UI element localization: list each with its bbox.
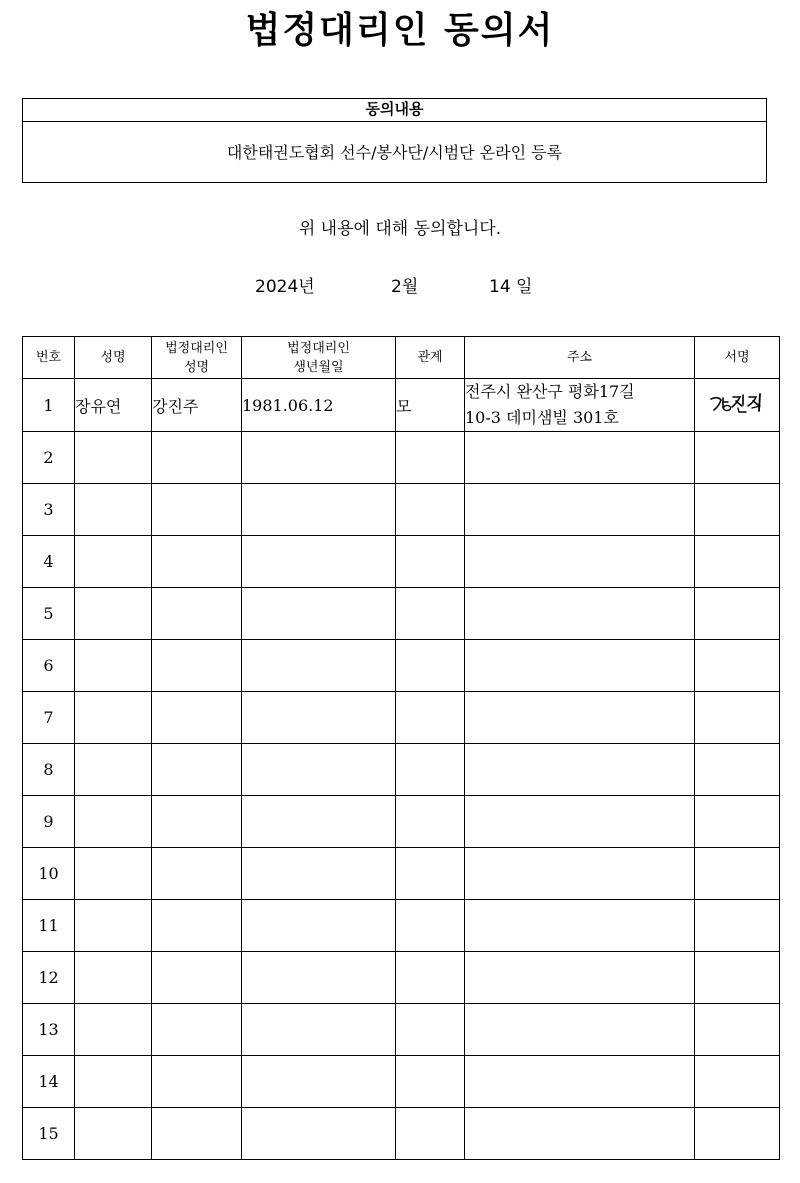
row-name: 장유연 bbox=[75, 379, 152, 432]
table-row bbox=[23, 379, 780, 432]
row-number: 4 bbox=[23, 536, 75, 588]
document-title: 법정대리인 동의서 bbox=[245, 10, 555, 51]
row-number: 14 bbox=[23, 1056, 75, 1108]
table-row bbox=[23, 952, 780, 1004]
header-guardian-birth: 법정대리인 생년월일 bbox=[242, 337, 396, 379]
header-relation: 관계 bbox=[396, 337, 465, 379]
header-signature: 서명 bbox=[695, 337, 780, 379]
row-number: 1 bbox=[23, 379, 75, 432]
date-month: 2월 bbox=[391, 277, 419, 297]
row-address bbox=[465, 379, 695, 432]
table-row bbox=[23, 640, 780, 692]
table-header-row bbox=[23, 337, 780, 379]
table-row bbox=[23, 796, 780, 848]
table-row bbox=[23, 692, 780, 744]
table-row bbox=[23, 432, 780, 484]
header-name: 성명 bbox=[75, 337, 152, 379]
date-day: 14 일 bbox=[489, 277, 533, 297]
row-number: 15 bbox=[23, 1108, 75, 1160]
table-row bbox=[23, 536, 780, 588]
row-number: 13 bbox=[23, 1004, 75, 1056]
table-row bbox=[23, 1056, 780, 1108]
row-number: 11 bbox=[23, 900, 75, 952]
row-guardian-birth: 1981.06.12 bbox=[242, 379, 396, 432]
row-number: 9 bbox=[23, 796, 75, 848]
address-line-2: 10-3 데미샘빌 301호 bbox=[465, 408, 619, 427]
consent-content: 대한태권도협회 선수/봉사단/시범단 온라인 등록 bbox=[226, 143, 563, 162]
table-row bbox=[23, 1004, 780, 1056]
row-number: 2 bbox=[23, 432, 75, 484]
consent-roster-table bbox=[22, 336, 780, 1160]
row-number: 6 bbox=[23, 640, 75, 692]
row-number: 8 bbox=[23, 744, 75, 796]
handwritten-signature-icon bbox=[708, 391, 766, 415]
date-year: 2024년 bbox=[255, 277, 315, 297]
row-signature bbox=[695, 379, 780, 432]
row-guardian-name: 강진주 bbox=[152, 379, 242, 432]
consent-box bbox=[22, 98, 767, 183]
address-line-1: 전주시 완산구 평화17길 bbox=[465, 382, 635, 401]
table-row bbox=[23, 744, 780, 796]
row-number: 12 bbox=[23, 952, 75, 1004]
row-relation: 모 bbox=[396, 379, 465, 432]
table-row bbox=[23, 848, 780, 900]
header-address: 주소 bbox=[465, 337, 695, 379]
header-guardian-name: 법정대리인 성명 bbox=[152, 337, 242, 379]
table-row bbox=[23, 900, 780, 952]
row-number: 10 bbox=[23, 848, 75, 900]
agreement-statement: 위 내용에 대해 동의합니다. bbox=[298, 219, 502, 239]
table-row bbox=[23, 484, 780, 536]
consent-header: 동의내용 bbox=[23, 99, 766, 122]
row-number: 7 bbox=[23, 692, 75, 744]
table-row bbox=[23, 1108, 780, 1160]
header-number: 번호 bbox=[23, 337, 75, 379]
row-number: 5 bbox=[23, 588, 75, 640]
row-number: 3 bbox=[23, 484, 75, 536]
table-row bbox=[23, 588, 780, 640]
